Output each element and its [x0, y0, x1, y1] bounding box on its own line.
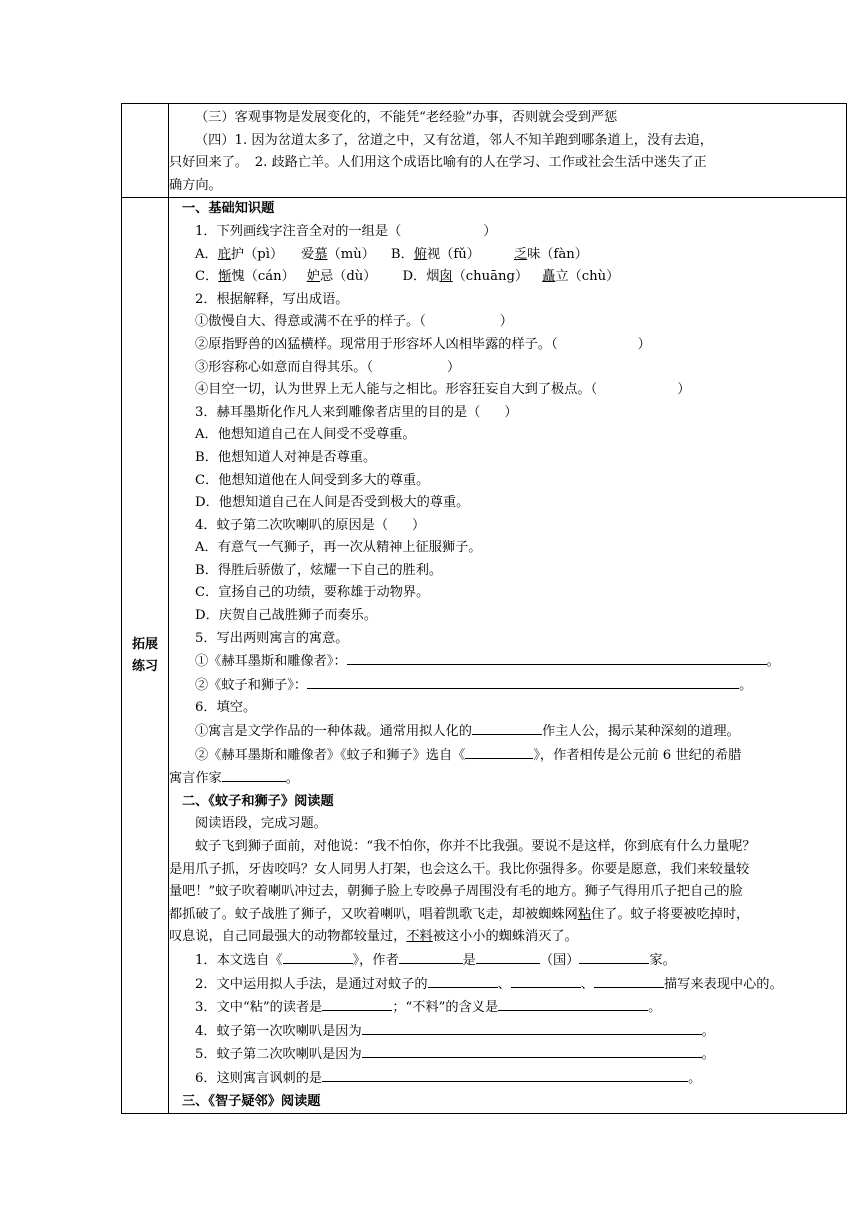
- p2-q2-blank-1[interactable]: [428, 973, 498, 988]
- p2-q2-blank-2[interactable]: [511, 973, 581, 988]
- q4-option-c: C．宣扬自己的功绩，要称雄于动物界。: [195, 585, 430, 601]
- answer-content-cell: [169, 104, 847, 198]
- answer-line-4b: 只好回来了。 2. 歧路亡羊。人们用这个成语比喻有的人在学习、工作或社会生活中迷失了正: [169, 155, 707, 171]
- answer-label-cell: [122, 104, 169, 198]
- passage-line-5: 叹息说，自己同最强大的动物都较量过，不料被这小小的蜘蛛消灭了。: [169, 929, 578, 945]
- passage-line-2: 是用爪子抓，牙齿咬吗？女人同男人打架，也会这么干。我比你强得多。你要是愿意，我们来较量较: [169, 861, 750, 877]
- q5-item-2: ②《蚊子和狮子》： 。: [169, 674, 846, 698]
- answer-line-4c: 确方向。: [169, 177, 222, 193]
- q6-item-1: ①寓言是文学作品的一种体裁。通常用拟人化的 作主人公，揭示某种深刻的道理。: [169, 720, 846, 744]
- q6-stem: 6．填空。: [195, 700, 257, 716]
- q3-stem: 3．赫耳墨斯化作凡人来到雕像者店里的目的是（ ）: [195, 404, 518, 420]
- q2-item-4: ④目空一切，认为世界上无人能与之相比。形容狂妄自大到了极点。（ ）: [195, 382, 691, 398]
- q2-item-2: ②原指野兽的凶猛横样。现常用于形容坏人凶相毕露的样子。（ ）: [195, 336, 651, 352]
- q1-options-ab: A．庇护（pì） 爱慕（mù） B．俯视（fǔ） 乏味（fàn）: [195, 246, 588, 262]
- p2-q6-blank[interactable]: [322, 1067, 688, 1082]
- q5-stem: 5．写出两则寓言的寓意。: [195, 630, 349, 646]
- q3-option-c: C．他想知道他在人间受到多大的尊重。: [195, 472, 430, 488]
- answer-line-3: （三）客观事物是发展变化的，不能凭“老经验”办事，否则就会受到严惩: [195, 110, 618, 125]
- q3-option-d: D．他想知道自己在人间是否受到极大的尊重。: [195, 495, 470, 511]
- q5-item-1-blank[interactable]: [347, 650, 767, 665]
- worksheet-table: [121, 103, 847, 1114]
- p2-q2-blank-3[interactable]: [594, 973, 664, 988]
- passage-line-3: 量吧！”蚊子吹着喇叭冲过去，朝狮子脸上专咬鼻子周围没有毛的地方。狮子气得用爪子把自己的脸: [169, 884, 743, 900]
- q3-option-a: A．他想知道自己在人间受不受尊重。: [195, 427, 416, 443]
- p2-q3-blank-1[interactable]: [322, 996, 392, 1011]
- q1-options-cd: C．惭愧（cán） 妒忌（dù） D．烟囱（chuāng） 矗立（chù）: [195, 269, 620, 285]
- p2-q1-blank-1[interactable]: [283, 949, 353, 964]
- q5-item-1: ①《赫耳墨斯和雕像者》： 。: [169, 650, 846, 674]
- q6-item-2-blank-1[interactable]: [465, 744, 533, 759]
- q4-stem: 4．蚊子第二次吹喇叭的原因是（ ）: [195, 517, 426, 533]
- p2-q6: 6．这则寓言讽刺的是 。: [169, 1067, 846, 1091]
- p2-q5-blank[interactable]: [362, 1043, 702, 1058]
- p2-q4: 4．蚊子第一次吹喇叭是因为 。: [169, 1020, 846, 1044]
- extension-content-cell: [169, 198, 847, 1114]
- q1-stem: 1．下列画线字注音全对的一组是（ ）: [195, 223, 497, 239]
- q2-item-3: ③形容称心如意而自得其乐。（ ）: [195, 359, 461, 375]
- q5-item-2-blank[interactable]: [307, 674, 739, 689]
- q3-option-b: B．他想知道人对神是否尊重。: [195, 449, 377, 465]
- part2-title: 二、《蚊子和狮子》阅读题: [182, 793, 334, 809]
- answer-row: [122, 104, 847, 198]
- part3-title: 三、《智子疑邻》阅读题: [182, 1093, 321, 1109]
- passage-line-1: 蚊子飞到狮子面前，对他说：“我不怕你，你并不比我强。要说不是这样，你到底有什么力量呢？: [195, 839, 756, 854]
- q4-option-b: B．得胜后骄傲了，炫耀一下自己的胜利。: [195, 562, 443, 578]
- q6-item-1-blank[interactable]: [472, 720, 542, 735]
- q6-item-2-cont: 寓言作家 。: [169, 767, 846, 791]
- p2-q4-blank[interactable]: [362, 1020, 702, 1035]
- extension-label-2: 练习: [131, 658, 158, 674]
- extension-label-1: 拓展: [131, 636, 158, 652]
- part2-intro: 阅读语段，完成习题。: [195, 816, 327, 832]
- p2-q3-blank-2[interactable]: [498, 996, 648, 1011]
- passage-line-4: 都抓破了。蚊子战胜了狮子，又吹着喇叭，唱着凯歌飞走，却被蜘蛛网粘住了。蚊子将要被吃掉时，: [169, 906, 750, 922]
- p2-q1-blank-3[interactable]: [476, 949, 540, 964]
- q2-item-1: ①傲慢自大、得意或满不在乎的样子。（ ）: [195, 314, 513, 330]
- q6-item-2-blank-2[interactable]: [222, 767, 286, 782]
- q6-item-2: ②《赫耳墨斯和雕像者》《蚊子和狮子》选自《 》，作者相传是公元前 6 世纪的希腊: [169, 744, 846, 768]
- q2-stem: 2．根据解释，写出成语。: [195, 291, 349, 307]
- p2-q1-blank-2[interactable]: [399, 949, 463, 964]
- extension-label-cell: [122, 198, 169, 1114]
- answer-line-4a: （四）1. 因为岔道太多了，岔道之中，又有岔道，邻人不知羊跑到哪条道上，没有去追，: [195, 132, 713, 148]
- q4-option-d: D．庆贺自己战胜狮子而奏乐。: [195, 608, 378, 624]
- p2-q2: 2．文中运用拟人手法，是通过对蚊子的 、 、 描写来表现中心的。: [169, 973, 846, 997]
- q4-option-a: A．有意气一气狮子，再一次从精神上征服狮子。: [195, 540, 482, 556]
- p2-q1: 1．本文选自《 》，作者 是 （国） 家。: [169, 949, 846, 973]
- p2-q3: 3．文中“粘”的读者是 ；“不料”的含义是 。: [169, 996, 846, 1020]
- p2-q5: 5．蚊子第二次吹喇叭是因为 。: [169, 1043, 846, 1067]
- p2-q1-blank-4[interactable]: [579, 949, 649, 964]
- extension-row: [122, 198, 847, 1114]
- part1-title: 一、基础知识题: [182, 201, 275, 217]
